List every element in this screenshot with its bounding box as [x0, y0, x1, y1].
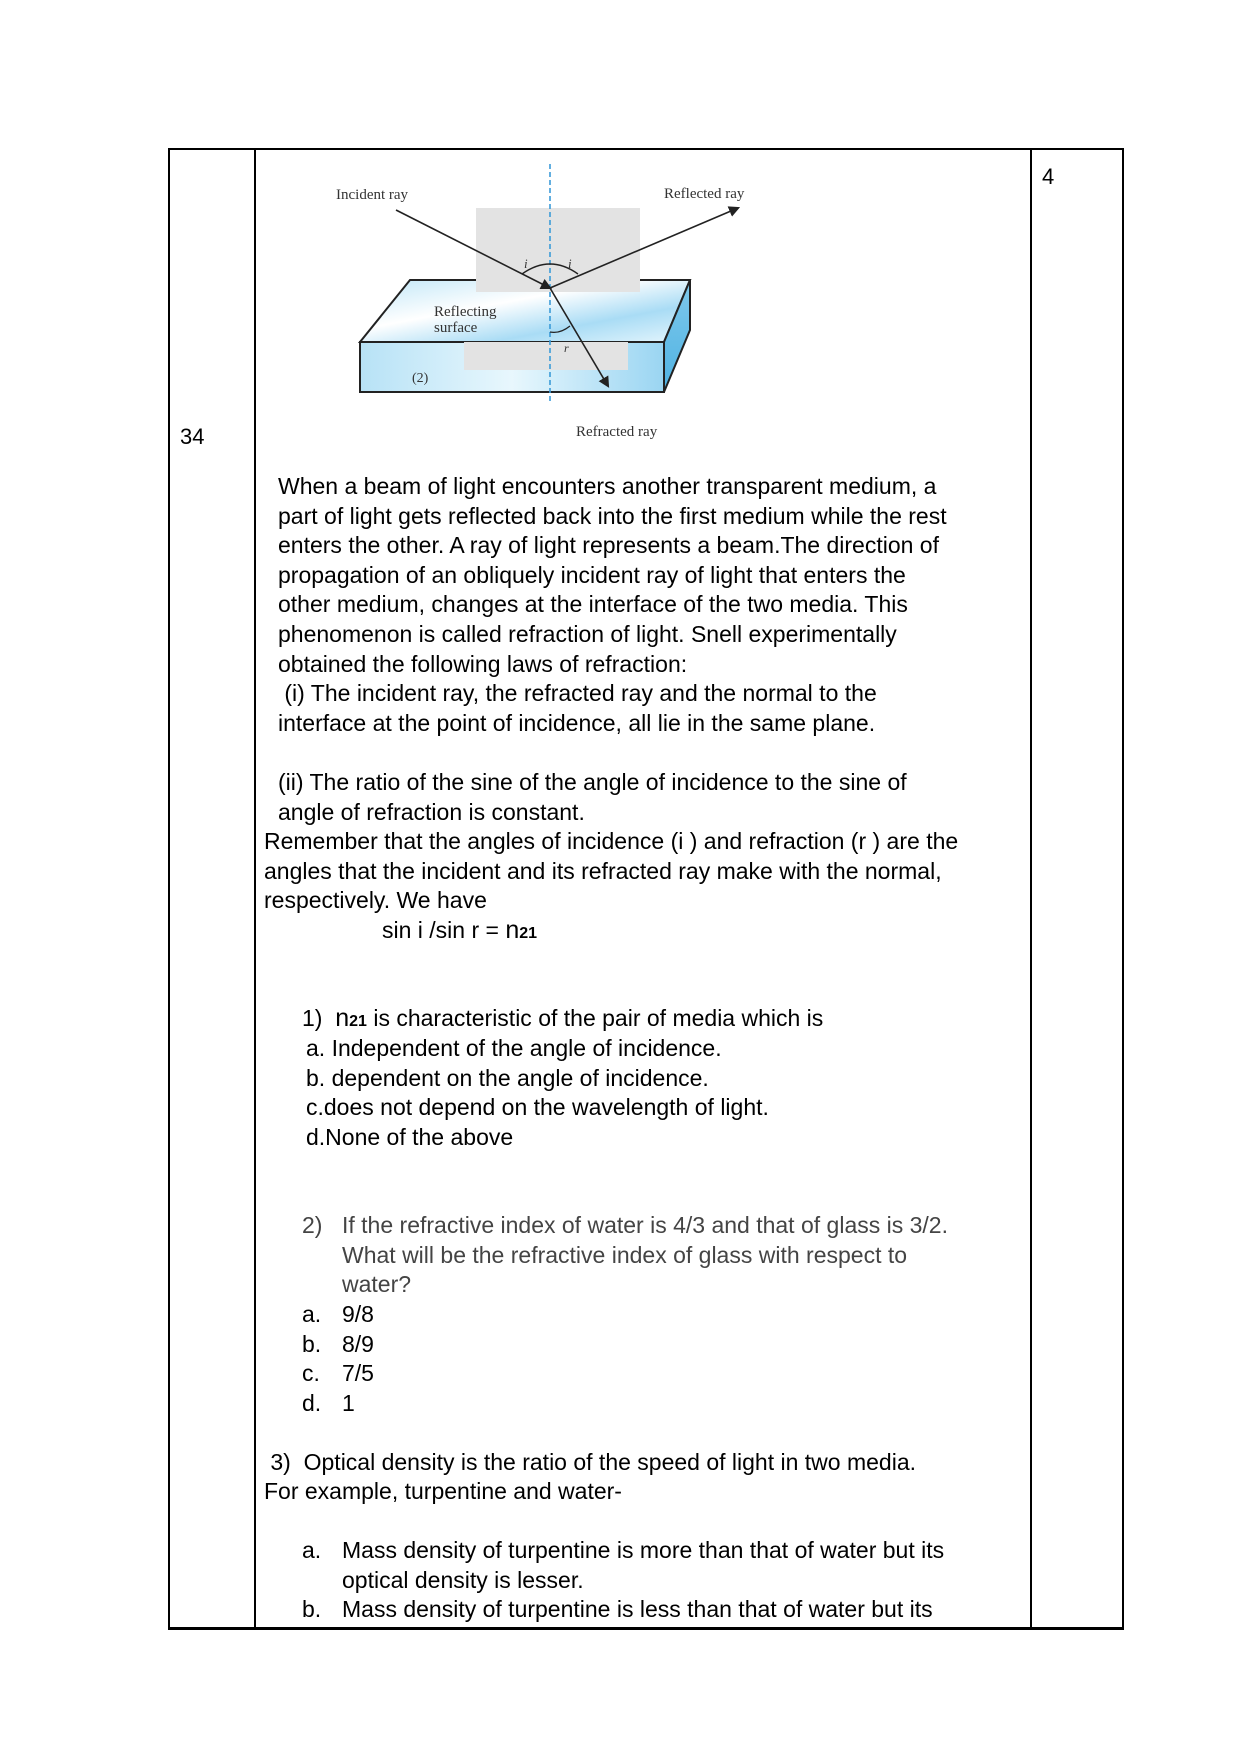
q1-number: 1)	[302, 1005, 323, 1031]
surface-label-2: surface	[434, 320, 478, 336]
angle-i-right: i	[568, 256, 572, 271]
q2-option-c-text: 7/5	[342, 1360, 374, 1386]
marks: 4	[1042, 164, 1055, 189]
q2-option-c-letter: c.	[302, 1360, 320, 1386]
question-content	[254, 150, 1028, 1627]
q2-line-3: water?	[342, 1271, 412, 1297]
snell-formula	[382, 916, 537, 949]
gray-overlay-bottom	[464, 342, 628, 370]
q1-n-symbol: n	[335, 1004, 350, 1032]
medium-label: (2)	[412, 371, 429, 386]
gray-overlay-top	[476, 208, 640, 292]
q2-line-1: If the refractive index of water is 4/3 and that of glass is 3/2.	[342, 1212, 948, 1238]
passage-line-11: angle of refraction is constant.	[278, 799, 585, 825]
refracted-ray-label: Refracted ray	[576, 424, 658, 440]
q1-option-b: b. dependent on the angle of incidence.	[306, 1065, 709, 1091]
q1-text: is characteristic of the pair of media which is	[366, 1005, 824, 1031]
passage-line-3: enters the other. A ray of light represents a beam.The direction of	[278, 532, 939, 558]
q3-line-2: For example, turpentine and water-	[264, 1478, 622, 1504]
passage-line-12: Remember that the angles of incidence (i ) and refraction (r ) are the	[264, 828, 959, 854]
surface-label-1: Reflecting	[434, 304, 497, 320]
passage-line-9: interface at the point of incidence, all lie in the same plane.	[278, 710, 876, 736]
formula-subscript: 21	[519, 925, 538, 942]
q2-option-b-letter: b.	[302, 1331, 322, 1357]
q1-option-c: c.does not depend on the wavelength of light.	[306, 1094, 769, 1120]
passage-line-6: phenomenon is called refraction of light. Snell experimentally	[278, 621, 897, 647]
q2-number: 2)	[302, 1212, 323, 1238]
passage-line-2: part of light gets reflected back into the first medium while the rest	[278, 503, 947, 529]
q1-stem	[302, 1004, 823, 1037]
q3-option-b-letter: b.	[302, 1596, 322, 1622]
q3-option-b-line-1: Mass density of turpentine is less than that of water but its	[342, 1596, 933, 1622]
angle-i-left: i	[524, 256, 528, 271]
passage-line-13: angles that the incident and its refracted ray make with the normal,	[264, 858, 942, 884]
reflected-ray-label: Reflected ray	[664, 186, 745, 202]
q2-line-2: What will be the refractive index of glass with respect to	[342, 1242, 908, 1268]
formula-n-symbol: n	[505, 916, 520, 944]
q3-option-a-line-1: Mass density of turpentine is more than that of water but its	[342, 1537, 945, 1563]
angle-r: r	[564, 341, 569, 355]
q2-option-a-text: 9/8	[342, 1301, 374, 1327]
q2-option-d-text: 1	[342, 1390, 355, 1416]
passage-line-7: obtained the following laws of refraction:	[278, 651, 688, 677]
passage-line-5: other medium, changes at the interface of the two media. This	[278, 591, 908, 617]
passage-line-4: propagation of an obliquely incident ray of light that enters the	[278, 562, 906, 588]
q3-option-a-letter: a.	[302, 1537, 322, 1563]
incident-ray-label: Incident ray	[336, 187, 409, 203]
question-table	[168, 148, 1124, 1630]
passage-line-14: respectively. We have	[264, 887, 487, 913]
q2-option-d-letter: d.	[302, 1390, 322, 1416]
q1-subscript: 21	[349, 1013, 367, 1030]
formula-text: sin i /sin r =	[382, 917, 506, 943]
q1-option-d: d.None of the above	[306, 1124, 514, 1150]
passage-line-1: When a beam of light encounters another transparent medium, a	[278, 473, 937, 499]
q1-option-a: a. Independent of the angle of incidence.	[306, 1035, 722, 1061]
q3-line-1: 3) Optical density is the ratio of the speed of light in two media.	[264, 1449, 917, 1475]
q2-option-a-letter: a.	[302, 1301, 322, 1327]
refraction-diagram	[318, 162, 838, 452]
q2-option-b-text: 8/9	[342, 1331, 374, 1357]
column-divider-2	[1030, 150, 1032, 1627]
passage-line-8: (i) The incident ray, the refracted ray and the normal to the	[278, 680, 877, 706]
passage-line-10: (ii) The ratio of the sine of the angle of incidence to the sine of	[278, 769, 907, 795]
question-number: 34	[180, 424, 205, 449]
q3-option-a-line-2: optical density is lesser.	[342, 1567, 584, 1593]
